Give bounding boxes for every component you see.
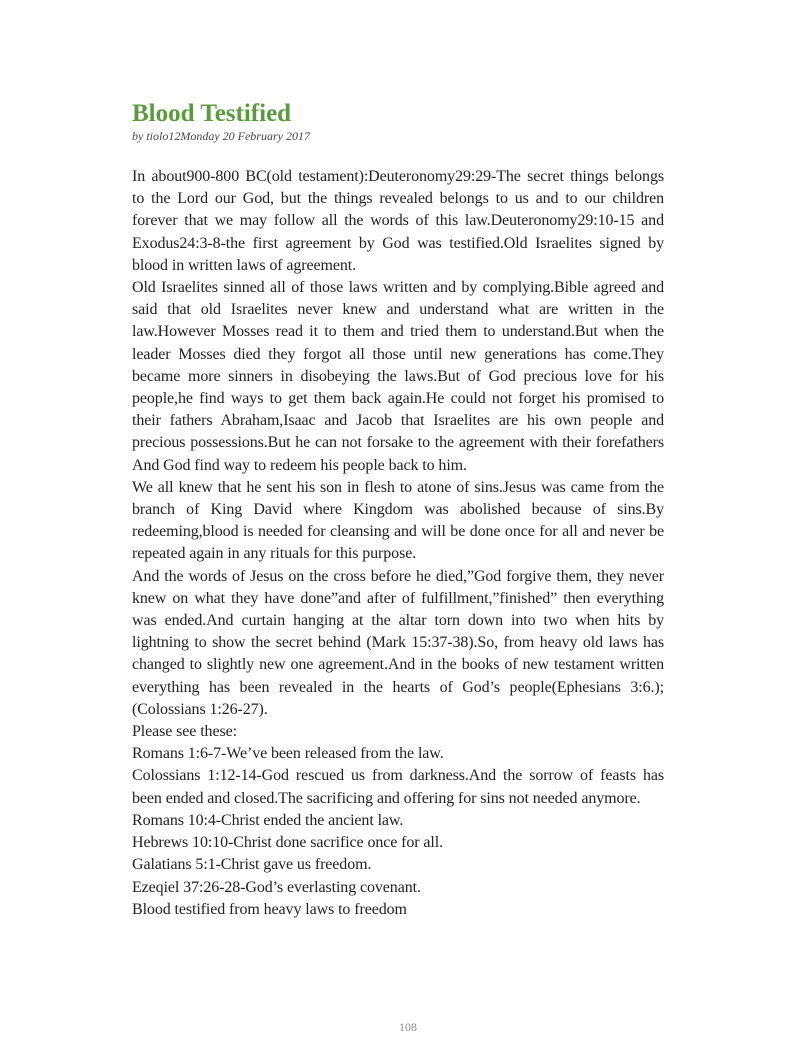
paragraph: Please see these: — [132, 723, 237, 741]
reference-item: Romans 1:6-7-We’ve been released from the law. — [132, 745, 444, 763]
article-body — [132, 166, 664, 921]
reference-item: Ezeqiel 37:26-28-God’s everlasting covenant. — [132, 878, 421, 896]
closing-line: Blood testified from heavy laws to freedom — [132, 900, 407, 918]
reference-item: Romans 10:4-Christ ended the ancient law. — [132, 811, 404, 829]
reference-item: Galatians 5:1-Christ gave us freedom. — [132, 856, 372, 874]
page-number: 108 — [399, 1020, 417, 1034]
paragraph: In about900-800 BC(old testament):Deuteronomy29:29-The secret things belongs to the Lord our God, but the things revealed belongs to us and to our children forever that we may follow all the words of this law.Deuteronomy29:10-15 and Exodus24:3-8-the first agreement by God was testified.Old Israelites signed by blood in written laws of agreement. — [132, 168, 664, 274]
article-byline: by tiolo12Monday 20 February 2017 — [132, 129, 310, 143]
article-title: Blood Testified — [132, 100, 292, 127]
paragraph: Old Israelites sinned all of those laws written and by complying.Bible agreed and said that old Israelites never knew and understand what are written in the law.However Mosses read it to them and tried them to understand.But when the leader Mosses died they forgot all those until new generations has come.They became more sinners in disobeying the laws.But of God precious love for his people,he find ways to get them back again.He could not forget his promised to their fathers Abraham,Isaac and Jacob that Israelites are his own people and precious possessions.But he can not forsake to the agreement with their forefathers And God find way to redeem his people back to him. — [132, 279, 664, 474]
paragraph: We all knew that he sent his son in flesh to atone of sins.Jesus was came from the branch of King David where Kingdom was abolished because of sins.By redeeming,blood is needed for cleansing and will be done once for all and never be repeated again in any rituals for this purpose. — [132, 478, 664, 563]
paragraph: And the words of Jesus on the cross before he died,”God forgive them, they never knew on what they have done”and after of fulfillment,”finished” then everything was ended.And curtain hanging at the altar torn down into two when hits by lightning to show the secret behind (Mark 15:37-38).So, from heavy old laws has changed to slightly new one agreement.And in the books of new testament written everything has been revealed in the hearts of God’s people(Ephesians 3:6.);(Colossians 1:26-27). — [132, 567, 664, 718]
reference-item: Colossians 1:12-14-God rescued us from darkness.And the sorrow of feasts has been ended and closed.The sacrificing and offering for sins not needed anymore. — [132, 767, 664, 807]
reference-item: Hebrews 10:10-Christ done sacrifice once for all. — [132, 834, 443, 852]
